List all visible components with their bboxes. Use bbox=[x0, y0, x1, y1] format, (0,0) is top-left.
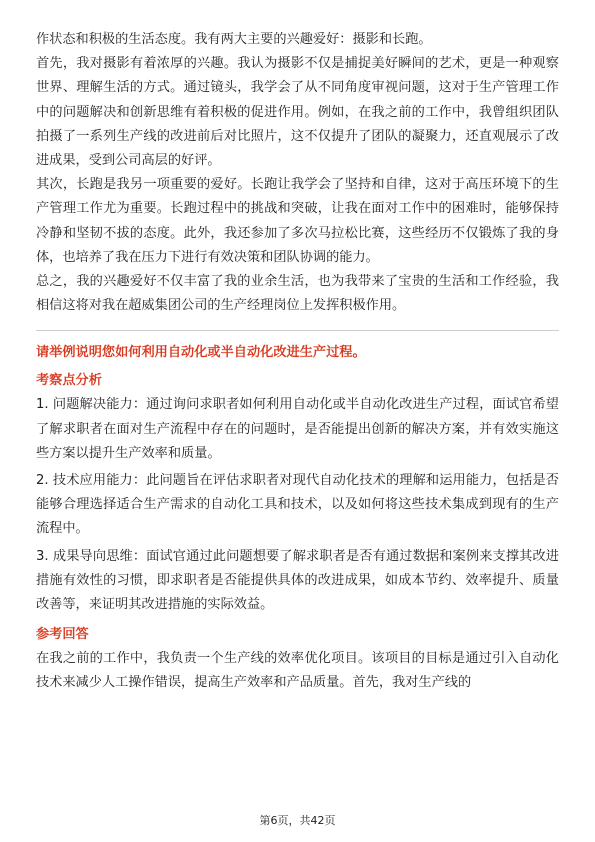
analysis-item: 2. 技术应用能力：此问题旨在评估求职者对现代自动化技术的理解和运用能力，包括是否能够合理选择适合生产需求的自动化工具和技术，以及如何将这些技术集成到现有的生产流程中。 bbox=[36, 473, 559, 537]
analysis-item: 3. 成果导向思维：面试官通过此问题想要了解求职者是否有通过数据和案例来支撑其改进措施有效性的习惯，即求职者是否能提供具体的改进成果，如成本节约、效率提升、质量改善等，来证明其改进措施的实际效益。 bbox=[36, 548, 559, 613]
intro-paragraph: 作状态和积极的生活态度。我有两大主要的兴趣爱好：摄影和长跑。 bbox=[36, 32, 432, 47]
answer-text: 在我之前的工作中，我负责一个生产线的效率优化项目。该项目的目标是通过引入自动化技术来减少人工操作错误，提高生产效率和产品质量。首先，我对生产线的 bbox=[36, 651, 559, 691]
section-divider bbox=[36, 330, 559, 331]
page-number: 第6页，共42页 bbox=[259, 814, 336, 827]
answer-heading: 参考回答 bbox=[36, 627, 89, 643]
analysis-item: 1. 问题解决能力：通过询问求职者如何利用自动化或半自动化改进生产过程，面试官希望了解求职者在面对生产流程中存在的问题时，是否能提出创新的解决方案，并有效实施这些方案以提升生产效率和质量。 bbox=[36, 397, 559, 461]
intro-paragraph: 其次，长跑是我另一项重要的爱好。长跑让我学会了坚持和自律，这对于高压环境下的生产管理工作尤为重要。长跑过程中的挑战和突破，让我在面对工作中的困难时，能够保持冷静和坚韧不拔的态度。此外，我还参加了多次马拉松比赛，这些经历不仅锻炼了我的身体，也培养了我在压力下进行有效决策和团队协调的能力。 bbox=[36, 177, 559, 265]
intro-paragraph: 首先，我对摄影有着浓厚的兴趣。我认为摄影不仅是捕捉美好瞬间的艺术，更是一种观察世界、理解生活的方式。通过镜头，我学会了从不同角度审视问题，这对于生产管理工作中的问题解决和创新思维有着积极的促进作用。例如，在我之前的工作中，我曾组织团队拍摄了一系列生产线的改进前后对比照片，这不仅提升了团队的凝聚力，还直观展示了改进成果，受到公司高层的好评。 bbox=[36, 56, 559, 169]
page-content bbox=[36, 28, 559, 696]
analysis-heading: 考察点分析 bbox=[36, 373, 102, 389]
question-title: 请举例说明您如何利用自动化或半自动化改进生产过程。 bbox=[36, 345, 366, 361]
intro-paragraph: 总之，我的兴趣爱好不仅丰富了我的业余生活，也为我带来了宝贵的生活和工作经验，我相信这将对我在超威集团公司的生产经理岗位上发挥积极作用。 bbox=[36, 274, 559, 314]
